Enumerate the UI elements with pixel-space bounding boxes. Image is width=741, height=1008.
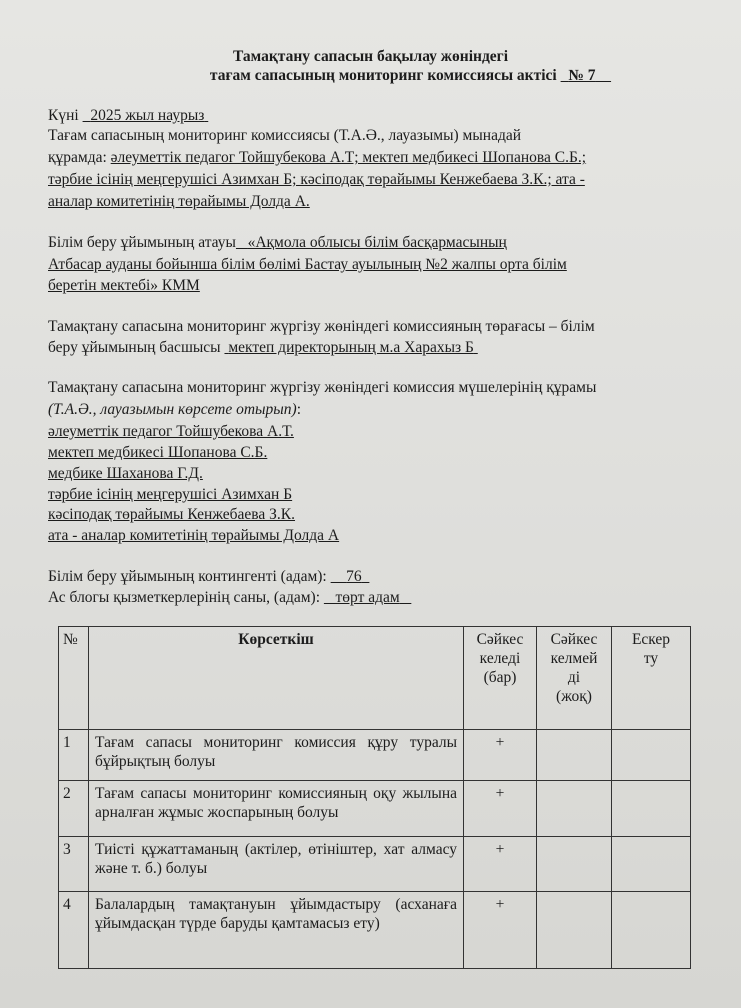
act-title: тағам сапасының мониторинг комиссиясы актісі bbox=[209, 67, 557, 84]
row-num: 2 bbox=[59, 781, 89, 837]
contingent-value: 76 bbox=[346, 568, 362, 585]
commission-line4: аналар комитетінің төрайымы Долда А. bbox=[48, 193, 310, 210]
row-num: 1 bbox=[59, 730, 89, 781]
document-title-line2 bbox=[40, 67, 741, 85]
document-title-line1: Тамақтану сапасын бақылау жөніндегі bbox=[232, 48, 509, 65]
organization-line1 bbox=[48, 234, 507, 252]
row-note bbox=[612, 837, 691, 892]
act-number: № 7 bbox=[568, 67, 596, 84]
table-header-row bbox=[59, 627, 691, 730]
contingent-label: Білім беру ұйымының контингенті (адам): bbox=[48, 568, 327, 585]
organization-name: «Ақмола облысы білім басқармасының bbox=[247, 234, 507, 251]
member-item: мектеп медбикесі Шопанова С.Б. bbox=[48, 444, 268, 461]
row-note bbox=[612, 730, 691, 781]
member-item: ата - аналар комитетінің төрайымы Долда А bbox=[48, 527, 340, 544]
row-indicator: Тағам сапасы мониторинг комиссияның оқу жылына арналған жұмыс жоспарының болуы bbox=[89, 781, 464, 837]
row-indicator: Тиісті құжаттаманың (актілер, өтініштер, хат алмасу және т. б.) болуы bbox=[89, 837, 464, 892]
member-item: кәсіподақ төрайымы Кенжебаева З.К. bbox=[48, 506, 296, 523]
organization-label: Білім беру ұйымының атауы bbox=[48, 234, 236, 251]
member-item: тәрбие ісінің меңгерушісі Азимхан Б bbox=[48, 486, 293, 503]
table-row bbox=[59, 730, 691, 781]
monitoring-table bbox=[58, 626, 691, 969]
row-yes: + bbox=[464, 837, 537, 892]
header-no: Сәйкес келмей ді (жоқ) bbox=[537, 627, 612, 730]
row-yes: + bbox=[464, 781, 537, 837]
date-line bbox=[48, 107, 208, 125]
table-row bbox=[59, 837, 691, 892]
row-yes: + bbox=[464, 892, 537, 969]
members-note-line: (Т.А.Ә., лауазымын көрсете отырып): bbox=[48, 401, 302, 418]
row-note bbox=[612, 892, 691, 969]
date-value: 2025 жыл наурыз bbox=[90, 107, 205, 124]
table-row bbox=[59, 781, 691, 837]
row-no bbox=[537, 730, 612, 781]
members-note: (Т.А.Ә., лауазымын көрсете отырып) bbox=[48, 401, 297, 418]
commission-line3: тәрбие ісінің меңгерушісі Азимхан Б; кәсіподақ төрайымы Кенжебаева З.К.; ата - bbox=[48, 171, 585, 188]
row-num: 3 bbox=[59, 837, 89, 892]
chairman-line2: беру ұйымының басшысы мектеп директорының м.а Харахыз Б bbox=[48, 339, 478, 357]
chairman-name: мектеп директорының м.а Харахыз Б bbox=[228, 339, 474, 356]
header-indicator: Көрсеткіш bbox=[89, 627, 464, 730]
staff-label: Ас блогы қызметкерлерінің саны, (адам): bbox=[48, 589, 321, 606]
header-note: Ескер ту bbox=[612, 627, 691, 730]
staff-value: төрт адам bbox=[335, 589, 400, 606]
row-no bbox=[537, 781, 612, 837]
header-yes: Сәйкес келеді (бар) bbox=[464, 627, 537, 730]
row-no bbox=[537, 892, 612, 969]
organization-line3: беретін мектебі» КММ bbox=[48, 277, 200, 294]
contingent-line bbox=[48, 568, 369, 586]
chairman-line1: Тамақтану сапасына мониторинг жүргізу жөніндегі комиссияның төрағасы – білім bbox=[48, 318, 595, 335]
organization-line2: Атбасар ауданы бойынша білім бөлімі Бастау ауылының №2 жалпы орта білім bbox=[48, 256, 567, 273]
row-num: 4 bbox=[59, 892, 89, 969]
commission-line1: Тағам сапасының мониторинг комиссиясы (Т.А.Ә., лауазымы) мынадай bbox=[48, 127, 522, 144]
member-item: медбике Шаханова Г.Д. bbox=[48, 465, 203, 482]
member-item: әлеуметтік педагог Тойшубекова А.Т. bbox=[48, 423, 294, 440]
row-note bbox=[612, 781, 691, 837]
staff-line bbox=[48, 589, 411, 607]
row-indicator: Тағам сапасы мониторинг комиссия құру туралы бұйрықтың болуы bbox=[89, 730, 464, 781]
row-indicator: Балалардың тамақтануын ұйымдастыру (асханаға ұйымдасқан түрде баруды қамтамасыз ету) bbox=[89, 892, 464, 969]
header-num: № bbox=[59, 627, 89, 730]
members-heading: Тамақтану сапасына мониторинг жүргізу жөніндегі комиссия мүшелерінің құрамы bbox=[48, 379, 597, 396]
table-row bbox=[59, 892, 691, 969]
commission-members: әлеуметтік педагог Тойшубекова А.Т; мектеп медбикесі Шопанова С.Б.; bbox=[110, 149, 587, 166]
commission-line2: құрамда: әлеуметтік педагог Тойшубекова А.Т; мектеп медбикесі Шопанова С.Б.; bbox=[48, 149, 587, 166]
row-no bbox=[537, 837, 612, 892]
date-label: Күні bbox=[48, 107, 79, 124]
row-yes: + bbox=[464, 730, 537, 781]
